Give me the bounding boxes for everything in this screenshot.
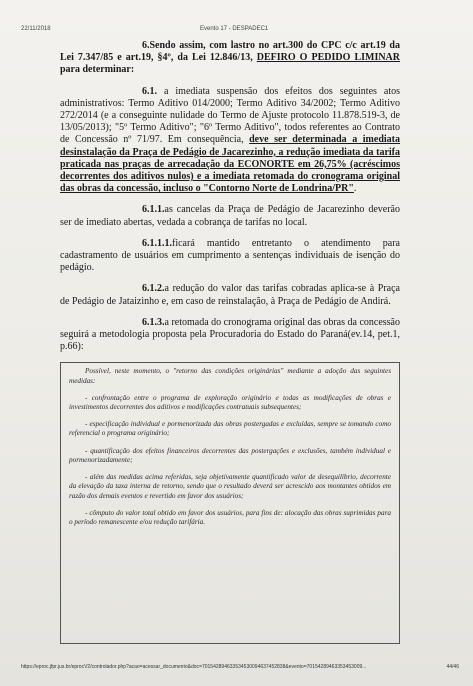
- p61-number: 6.1.: [142, 85, 157, 97]
- p61-emphasis: deve ser determinada a imediata desinstalação da Praça de Pedágio de Jacarezinho, a redução imediata da tarifa praticada nas praças de arrecadação da ECONORTE em 26,75% (acréscimos decorrentes dos aditivos nulos) e a imediata retomada do cronograma original das obras da concessão, incluso o "Contorno Norte de Londrina/PR": [60, 134, 400, 195]
- paragraph-6-1: [60, 86, 400, 196]
- header-event: Evento 17 - DESPADEC1: [200, 26, 269, 32]
- quote-item-confrontacao: - confrontação entre o programa de exploração originário e todas as modificações de obras e investimentos decorrentes dos aditivos e modificações contratuais subsequentes;: [69, 393, 391, 412]
- p6-emphasis: DEFIRO O PEDIDO LIMINAR: [256, 52, 400, 64]
- p6-lead: 6.Sendo assim, com lastro no art.300 do CPC c/c art.19 da Lei 7.347/85 e art.19, §4º, da Lei 12.846/13,: [60, 40, 400, 64]
- quote-item-quantificacao: - quantificação dos efeitos financeiros decorrentes das postergações e exclusões, também individual e pormenorizadamente;: [69, 446, 391, 464]
- p613-text: a retomada do cronograma original das obras da concessão seguirá a metodologia proposta pela Procuradoria do Estado do Paraná(ev.14, pet.1, p.66):: [60, 316, 400, 353]
- footer-page-number: 44/46: [446, 664, 459, 670]
- p612-number: 6.1.2.: [142, 283, 165, 295]
- footer-url: https://eproc.jfpr.jus.br/eprocV2/controlador.php?acao=acessar_documento&doc=701542894633534530094637452838&evento=70154289463353453009...: [21, 664, 367, 670]
- p611-number: 6.1.1.: [142, 204, 165, 216]
- quoted-methodology-box: [60, 362, 400, 644]
- paragraph-6: [60, 40, 400, 77]
- p613-number: 6.1.3.: [142, 316, 165, 328]
- p612-text: a redução do valor das tarifas cobradas aplica-se à Praça de Pedágio de Jataizinho e, em caso de reinstalação, à Praça de Pedágio de Andirá.: [60, 283, 400, 307]
- p6111-text: ficará mantido entretanto o atendimento para cadastramento de usuários em cumprimento a sentenças individuais de isenção do pedágio.: [60, 237, 400, 274]
- page-footer: [0, 664, 473, 674]
- header-date: 22/11/2018: [21, 26, 51, 32]
- page-header: [0, 26, 473, 38]
- p611-text: as cancelas da Praça de Pedágio de Jacarezinho deverão ser de imediato abertas, vedada a cobrança de tarifas no local.: [60, 204, 400, 228]
- paragraph-6-1-2: [60, 283, 400, 307]
- quote-intro: Possível, neste momento, o "retorno das condições originárias" mediante a adoção das seguintes medidas:: [69, 367, 391, 385]
- p61-end: .: [353, 183, 357, 195]
- paragraph-6-1-1: [60, 204, 400, 228]
- quote-item-computo: - cômputo do valor total obtido em favor dos usuários, para fins de: alocação das obras suprimidas para o período remanescente e/ou redução tarifária.: [69, 508, 391, 526]
- p61-text: a imediata suspensão dos efeitos dos seguintes atos administrativos: Termo Aditivo 014/2000; Termo Aditivo 34/2002; Termo Aditivo 272/2014 (e a conseguinte nulidade do Termo de Ajuste protocolo 11.878.519-3, de 13/05/2013); "5º Termo Aditivo"; "6º Termo Aditivo", todos referentes ao Contrato de Concessão nº 71/97. Em consequência,: [60, 85, 400, 146]
- p6111-number: 6.1.1.1.: [142, 237, 172, 249]
- quote-item-desequilibrio: - além das medidas acima referidas, seja objetivamente quantificado valor de desequilíbrio, decorrente da elevação da taxa interna de retorno, sendo que o resultado deverá ser acrescido aos montantes obtidos em razão dos demais eventos e revertido em favor dos usuários;: [69, 473, 391, 500]
- document-body: [60, 40, 400, 644]
- quote-item-especificacao: - especificação individual e pormenorizada das obras postergadas e excluídas, sempre se tomando como referencial o programa originário;: [69, 420, 391, 438]
- p6-tail: para determinar:: [60, 64, 135, 76]
- paragraph-6-1-1-1: [60, 238, 400, 275]
- paragraph-6-1-3: [60, 317, 400, 354]
